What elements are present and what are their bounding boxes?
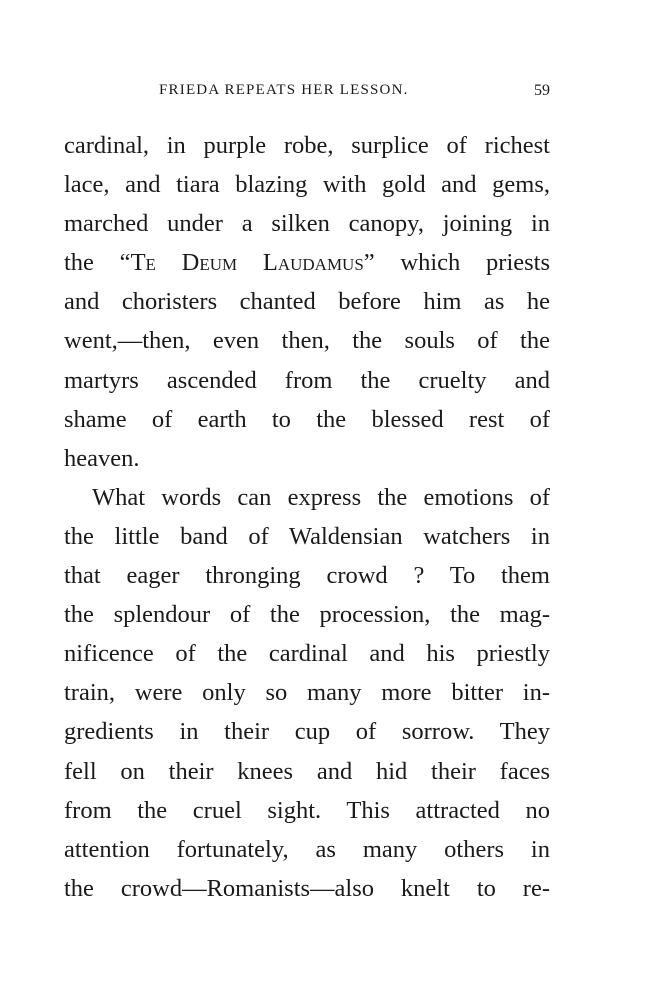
small-caps-title: Te Deum Laudamus <box>130 249 364 277</box>
text-line: What words can express the emotions of <box>92 483 550 511</box>
text-line: shame of earth to the blessed rest of <box>64 405 550 433</box>
text-line: attention fortunately, as many others in <box>64 835 550 863</box>
text-line: lace, and tiara blazing with gold and gems, <box>64 171 550 199</box>
text-line: fell on their knees and hid their faces <box>64 757 550 785</box>
text-line: train, were only so many more bitter in- <box>64 679 550 707</box>
running-title: FRIEDA REPEATS HER LESSON. <box>159 82 409 98</box>
text-line: gredients in their cup of sorrow. They <box>64 718 550 746</box>
text-fragment: ” which priests <box>363 249 550 277</box>
text-line: the little band of Waldensian watchers in <box>64 522 550 550</box>
text-line: the crowd—Romanists—also knelt to re- <box>64 874 550 902</box>
text-line: heaven. <box>64 444 140 472</box>
running-head <box>64 82 550 106</box>
text-line: cardinal, in purple robe, surplice of richest <box>64 132 550 159</box>
text-line-with-small-caps <box>64 243 550 282</box>
text-line: and choristers chanted before him as he <box>64 288 550 316</box>
text-line: martyrs ascended from the cruelty and <box>64 366 550 394</box>
text-fragment: the “ <box>64 249 131 277</box>
text-line: nificence of the cardinal and his priestly <box>64 640 550 668</box>
paragraph-2 <box>64 478 550 908</box>
text-line: from the cruel sight. This attracted no <box>64 796 550 824</box>
page-number: 59 <box>534 82 550 99</box>
paragraph-1 <box>64 126 550 478</box>
text-line: went,—then, even then, the souls of the <box>64 327 550 355</box>
text-line: the splendour of the procession, the mag- <box>64 601 550 629</box>
text-line: that eager thronging crowd ? To them <box>64 562 550 590</box>
body-text <box>64 126 550 908</box>
text-line: marched under a silken canopy, joining in <box>64 210 550 238</box>
